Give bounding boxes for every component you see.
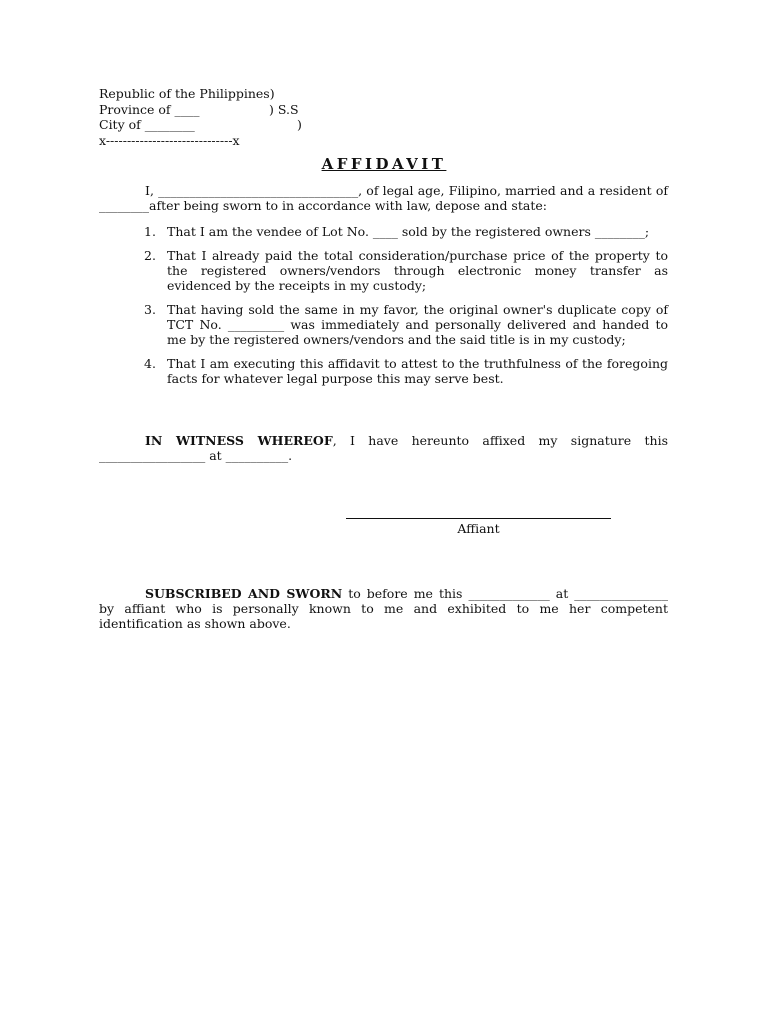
- caption-divider: [99, 133, 339, 149]
- caption-ss: ) S.S: [269, 101, 299, 117]
- statement-item: [99, 224, 668, 239]
- witness-paragraph: [99, 433, 668, 463]
- affiant-label: Affiant: [457, 521, 500, 536]
- statement-item: [99, 302, 668, 347]
- caption-province: [99, 102, 339, 118]
- caption-republic-text: Republic of the Philippines): [99, 86, 275, 101]
- caption-city-text: City of ________: [99, 117, 195, 132]
- signature-line: [346, 518, 611, 519]
- document-title: AFFIDAVIT: [321, 155, 447, 173]
- statement-item: [99, 248, 668, 293]
- caption-province-text: Province of ____: [99, 101, 200, 117]
- statement-text: That having sold the same in my favor, the original owner's duplicate copy of TCT No. _________ was immediately and personally delivered and handed to me by the registered owners/vendors and the said title is in my custody;: [167, 302, 668, 347]
- statement-number: 1.: [144, 224, 156, 239]
- venue-caption: [99, 86, 339, 148]
- statement-number: 4.: [144, 356, 156, 371]
- statement-list: [99, 224, 668, 395]
- statement-number: 2.: [144, 248, 156, 263]
- caption-city: [99, 117, 339, 133]
- jurat-heading: SUBSCRIBED AND SWORN: [145, 586, 343, 601]
- caption-city-paren: ): [297, 117, 302, 132]
- statement-number: 3.: [144, 302, 156, 317]
- jurat-paragraph: [99, 586, 668, 631]
- caption-divider-text: x------------------------------x: [99, 132, 240, 148]
- intro-paragraph: I, ________________________________, of legal age, Filipino, married and a resident of ________after being sworn to in accordance with law, depose and state:: [99, 183, 668, 213]
- witness-text: , I have hereunto affixed my signature this _________________ at __________.: [99, 433, 669, 463]
- statement-text: That I already paid the total consideration/purchase price of the property to the registered owners/vendors through electronic money transfer as evidenced by the receipts in my custody;: [167, 248, 668, 293]
- statement-text: That I am the vendee of Lot No. ____ sold by the registered owners ________;: [167, 224, 650, 239]
- witness-heading: IN WITNESS WHEREOF: [145, 433, 333, 448]
- jurat-text: to before me this _____________ at _______________ by affiant who is personally known to me and exhibited to me her competent identification as shown above.: [99, 586, 668, 631]
- caption-republic: [99, 86, 339, 102]
- statement-text: That I am executing this affidavit to attest to the truthfulness of the foregoing facts for whatever legal purpose this may serve best.: [167, 356, 668, 386]
- statement-item: [99, 356, 668, 386]
